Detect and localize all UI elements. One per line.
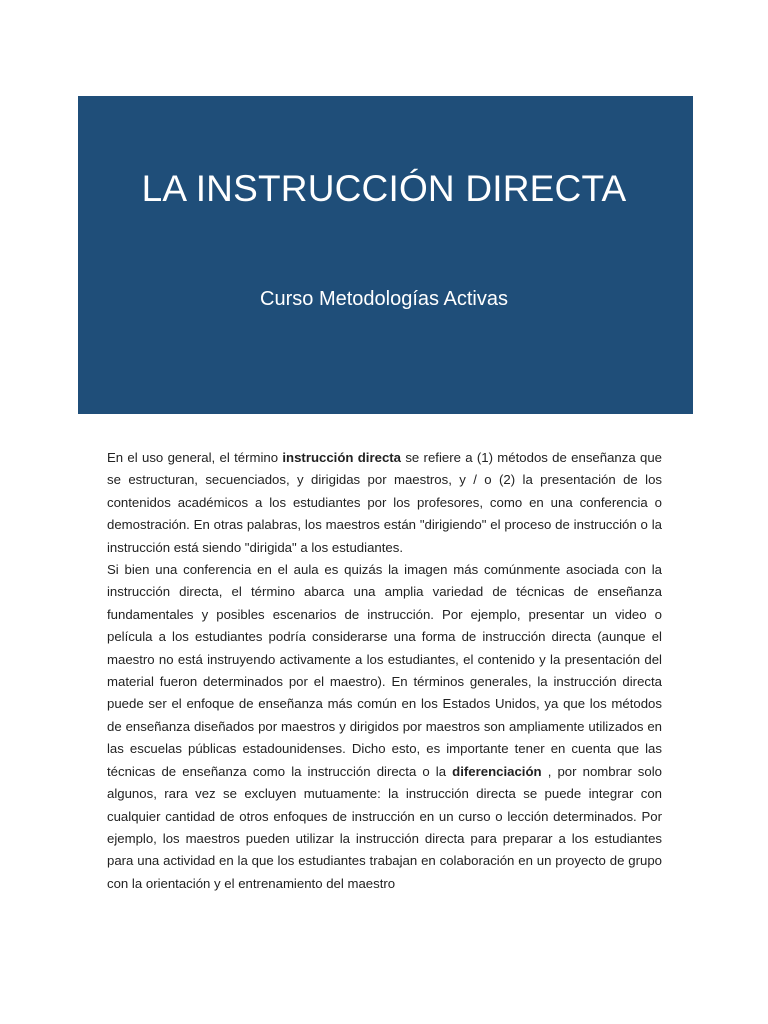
term-instruccion-directa: instrucción directa — [282, 450, 402, 465]
document-body — [107, 447, 662, 895]
paragraph-2-text-b: , por nombrar solo algunos, rara vez se excluyen mutuamente: la instrucción directa se puede integrar con cualquier cantidad de otros enfoques de instrucción en un curso o lección determinados. Por ejemplo, los maestros pueden utilizar la instrucción directa para preparar a los estudiantes para una actividad en la que los estudiantes trabajan en colaboración en un proyecto de grupo con la orientación y el entrenamiento del maestro — [107, 763, 662, 891]
paragraph-1 — [107, 447, 662, 559]
paragraph-2-text-a: Si bien una conferencia en el aula es quizás la imagen más comúnmente asociada con la instrucción directa, el término abarca una amplia variedad de técnicas de enseñanza fundamentales y posibles escenarios de instrucción. Por ejemplo, presentar un video o película a los estudiantes podría considerarse una forma de instrucción directa (aunque el maestro no está instruyendo activamente a los estudiantes, el contenido y la presentación del material fueron determinados por el maestro). En términos generales, la instrucción directa puede ser el enfoque de enseñanza más común en los Estados Unidos, ya que los métodos de enseñanza diseñados por maestros y dirigidos por maestros son ampliamente utilizados en las escuelas públicas estadounidenses. Dicho esto, es importante tener en cuenta que las técnicas de enseñanza como la instrucción directa o la — [107, 562, 662, 779]
paragraph-1-text-b: se refiere a (1) métodos de enseñanza que se estructuran, secuenciados, y dirigidas por maestros, y / o (2) la presentación de los contenidos académicos a los estudiantes por los profesores, como en una conferencia o demostración. En otras palabras, los maestros están "dirigiendo" el proceso de instrucción o la instrucción está siendo "dirigida" a los estudiantes. — [107, 450, 662, 555]
paragraph-1-text-a: En el uso general, el término — [107, 450, 283, 465]
title-banner — [78, 96, 693, 414]
document-subtitle: Curso Metodologías Activas — [260, 288, 508, 310]
paragraph-2 — [107, 559, 662, 895]
term-diferenciacion: diferenciación — [452, 763, 542, 779]
document-title: LA INSTRUCCIÓN DIRECTA — [141, 168, 627, 209]
